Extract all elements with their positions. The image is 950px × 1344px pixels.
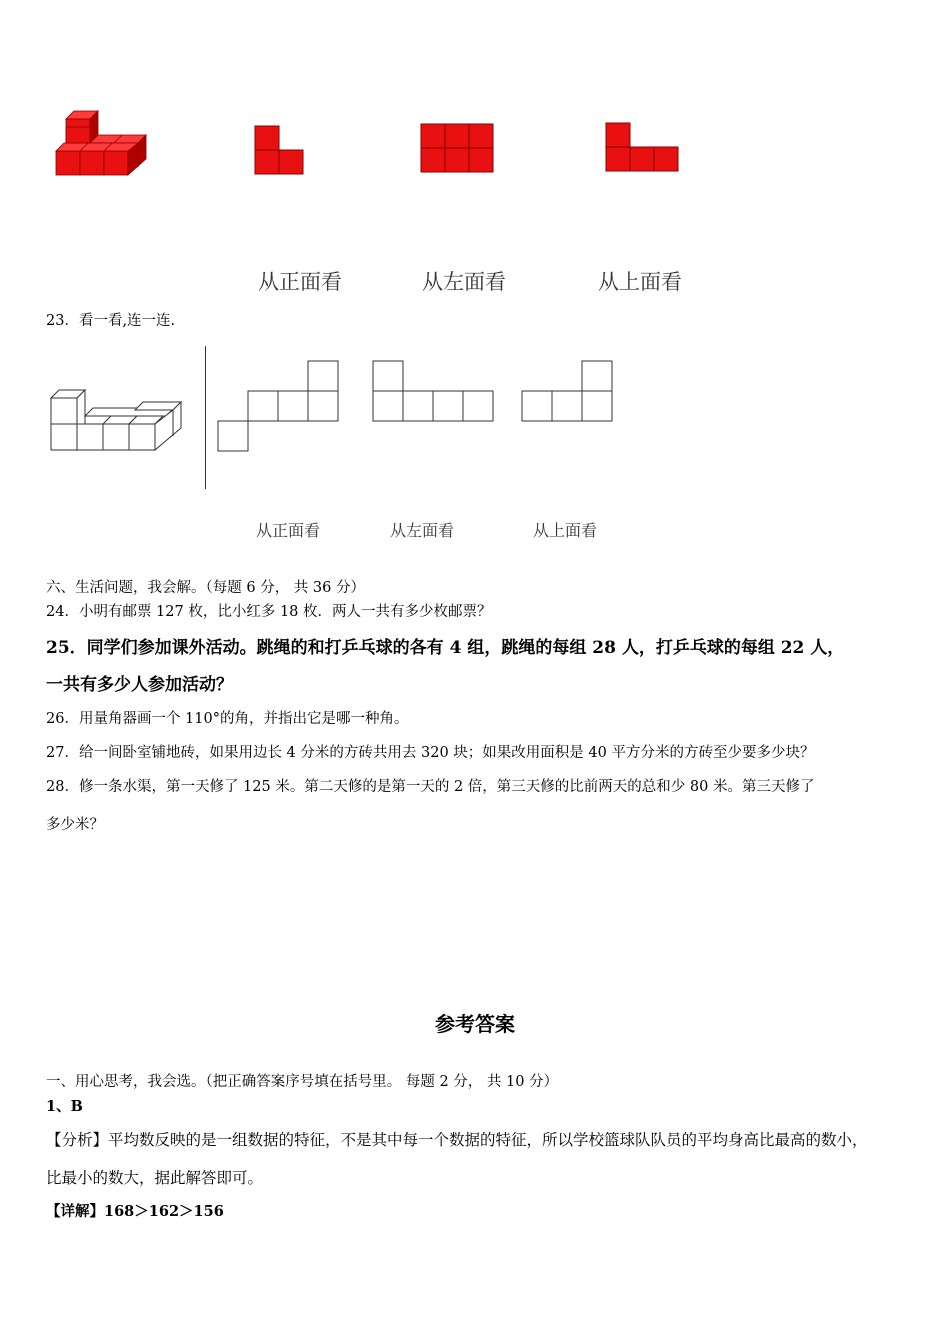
q23-divider-line: [205, 346, 206, 489]
q22-left-view-shape: [419, 122, 495, 174]
q22-3d-cube-figure: [50, 105, 155, 185]
q22-label-front: 从正面看: [258, 270, 342, 294]
answers-title: 参考答案: [435, 1012, 515, 1036]
section-6-heading: 六、生活问题，我会解。（每题 6 分， 共 36 分）: [46, 580, 365, 596]
q23-label-left: 从左面看: [390, 521, 455, 540]
q22-top-view-shape: [604, 121, 680, 173]
q22-front-view-shape: [253, 124, 305, 176]
q22-label-top: 从上面看: [598, 270, 682, 294]
q23-label-top: 从上面看: [533, 521, 598, 540]
answer-1-analysis-line2: 比最小的数大，据此解答即可。: [46, 1169, 264, 1187]
answer-1-analysis-line1: 【分析】平均数反映的是一组数据的特征，不是其中每一个数据的特征，所以学校篮球队队员的平均身高比最高的数小，: [46, 1131, 868, 1149]
answers-section-1-heading: 一、用心思考，我会选。（把正确答案序号填在括号里。 每题 2 分， 共 10 分）: [46, 1074, 559, 1090]
q23-3d-cube-figure: [48, 384, 184, 454]
answer-1: 1、B: [46, 1098, 83, 1115]
question-25-line2: 一共有多少人参加活动？: [46, 675, 233, 695]
question-27: 27．给一间卧室铺地砖，如果用边长 4 分米的方砖共用去 320 块；如果改用面积是 40 平方分米的方砖至少要多少块？: [46, 745, 815, 761]
question-28-line1: 28．修一条水渠，第一天修了 125 米。第二天修的是第一天的 2 倍，第三天修的比前两天的总和少 80 米。第三天修了: [46, 779, 815, 795]
question-24: 24．小明有邮票 127 枚，比小红多 18 枚．两人一共有多少枚邮票？: [46, 604, 492, 620]
q22-label-left: 从左面看: [422, 270, 506, 294]
question-26: 26．用量角器画一个 110°的角，并指出它是哪一种角。: [46, 711, 409, 727]
question-28-line2: 多少米？: [46, 817, 104, 833]
question-23: 23．看一看,连一连.: [46, 313, 176, 329]
q23-grid-shape-b: [372, 359, 496, 423]
q23-grid-shape-c: [521, 359, 615, 423]
q23-label-front: 从正面看: [256, 521, 321, 540]
question-25-line1: 25．同学们参加课外活动。跳绳的和打乒乓球的各有 4 组，跳绳的每组 28 人，打乒乓球的每组 22 人，: [46, 638, 845, 658]
q23-grid-shape-a: [217, 359, 341, 453]
answer-1-detail: 【详解】168＞162＞156: [46, 1203, 224, 1220]
